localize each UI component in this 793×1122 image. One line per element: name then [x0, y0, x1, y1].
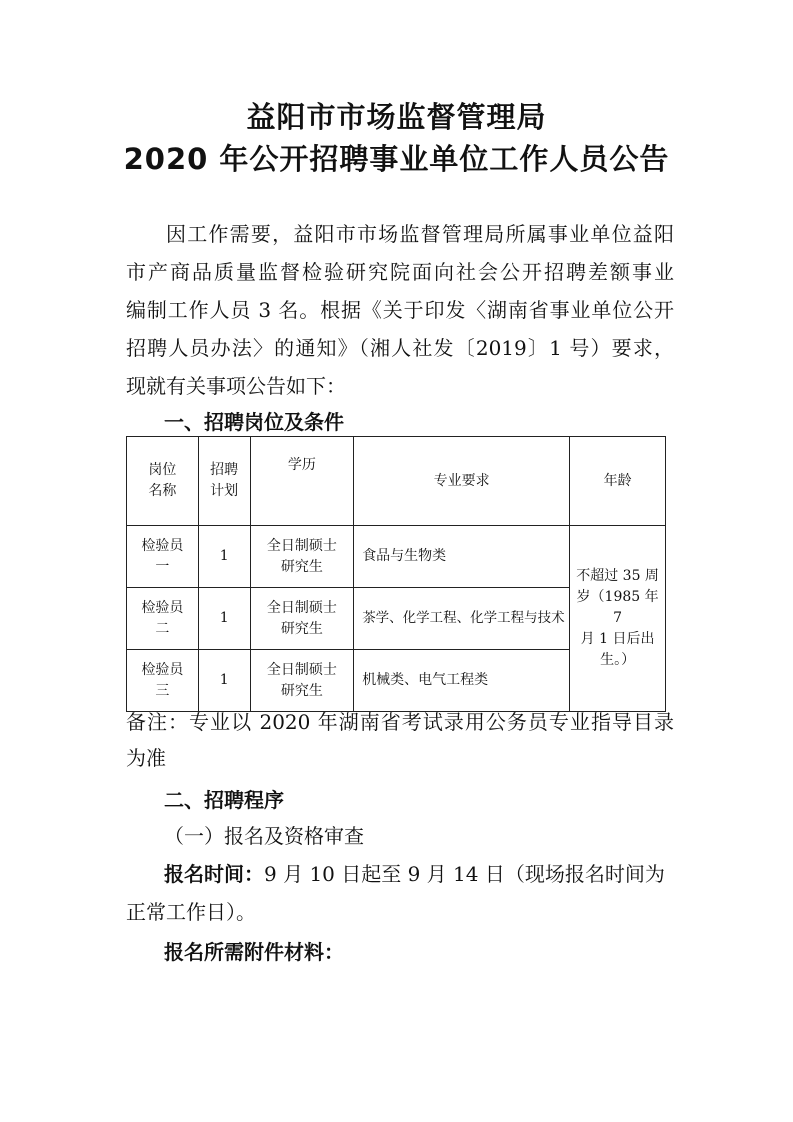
signup-time-text: 9 月 10 日起至 9 月 14 日（现场报名时间为 — [264, 862, 665, 886]
header-education: 学历 — [250, 437, 354, 526]
note-line-2: 为准 — [126, 746, 166, 770]
table-header-row — [127, 437, 666, 526]
cell-major: 茶学、化学工程、化学工程与技术 — [354, 588, 570, 650]
signup-time-line — [164, 858, 674, 894]
positions-table — [126, 436, 666, 712]
document-subtitle: 2020 年公开招聘事业单位工作人员公告 — [123, 142, 670, 176]
section-heading-procedure: 二、招聘程序 — [164, 788, 284, 812]
header-major: 专业要求 — [354, 437, 570, 526]
cell-education: 全日制硕士 研究生 — [250, 588, 354, 650]
header-plan: 招聘 计划 — [198, 437, 250, 526]
section-heading-positions: 一、招聘岗位及条件 — [164, 410, 344, 434]
signup-time-line-2: 正常工作日）。 — [126, 900, 256, 924]
note-line-1: 备注：专业以 2020 年湖南省考试录用公务员专业指导目录 — [126, 710, 674, 734]
header-age: 年龄 — [570, 437, 666, 526]
intro-line-4: 招聘人员办法〉的通知》（湘人社发〔2019〕1 号）要求， — [126, 336, 674, 360]
cell-education: 全日制硕士 研究生 — [250, 526, 354, 588]
subsection-heading-registration: （一）报名及资格审查 — [164, 824, 364, 848]
intro-line-3: 编制工作人员 3 名。根据《关于印发〈湖南省事业单位公开 — [126, 298, 674, 322]
cell-major: 机械类、电气工程类 — [354, 650, 570, 712]
cell-age: 不超过 35 周 岁（1985 年 7 月 1 日后出 生。） — [570, 526, 666, 712]
materials-label: 报名所需附件材料： — [164, 940, 344, 964]
table-row — [127, 526, 666, 588]
intro-line-2: 市产商品质量监督检验研究院面向社会公开招聘差额事业 — [126, 260, 674, 284]
document-title: 益阳市市场监督管理局 — [246, 100, 547, 134]
signup-time-label: 报名时间： — [164, 862, 264, 886]
intro-line-1: 因工作需要，益阳市市场监督管理局所属事业单位益阳 — [166, 222, 674, 246]
cell-major: 食品与生物类 — [354, 526, 570, 588]
cell-post: 检验员 二 — [127, 588, 199, 650]
cell-education: 全日制硕士 研究生 — [250, 650, 354, 712]
cell-plan: 1 — [198, 588, 250, 650]
cell-post: 检验员 一 — [127, 526, 199, 588]
cell-post: 检验员 三 — [127, 650, 199, 712]
cell-plan: 1 — [198, 526, 250, 588]
header-post-name: 岗位 名称 — [127, 437, 199, 526]
cell-plan: 1 — [198, 650, 250, 712]
intro-line-5: 现就有关事项公告如下： — [126, 374, 346, 398]
